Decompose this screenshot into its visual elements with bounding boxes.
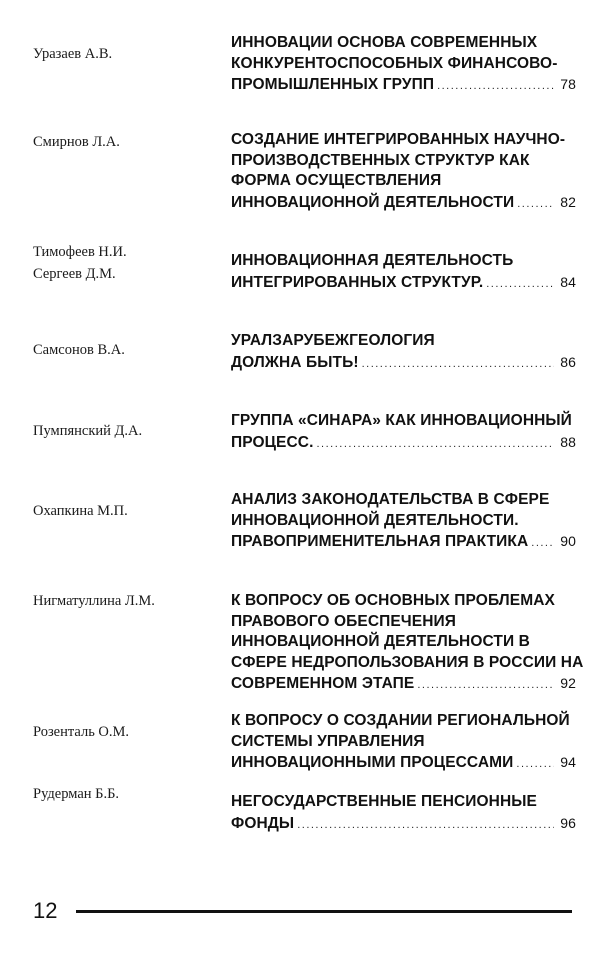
dot-leader: [417, 675, 554, 696]
toc-page-number: 84: [560, 273, 576, 290]
toc-author: Тимофеев Н.И.: [33, 244, 127, 260]
toc-page-number: 92: [560, 675, 576, 692]
toc-title-line: ПРАВОВОГО ОБЕСПЕЧЕНИЯ: [231, 612, 456, 630]
toc-author: Рудерман Б.Б.: [33, 786, 120, 802]
toc-title-line-last: [231, 272, 576, 295]
toc-page-number: 82: [560, 193, 576, 210]
toc-authors: [33, 420, 223, 442]
toc-page-number: 94: [560, 754, 576, 771]
toc-title: [231, 792, 576, 835]
toc-page-number: 78: [560, 76, 576, 93]
toc-title-line: СФЕРЕ НЕДРОПОЛЬЗОВАНИЯ В РОССИИ НА: [231, 653, 584, 671]
toc-title-line: ИННОВАЦИОННАЯ ДЕЯТЕЛЬНОСТЬ: [231, 252, 514, 269]
toc-author: Розенталь О.М.: [33, 724, 130, 740]
toc-authors: [33, 500, 223, 522]
toc-title-line-last: [231, 74, 576, 97]
toc-author: Охапкина М.П.: [33, 503, 128, 519]
toc-title-text: ПРОМЫШЛЕННЫХ ГРУПП: [231, 76, 435, 94]
toc-title-text: ДОЛЖНА БЫТЬ!: [231, 353, 359, 371]
dot-leader: [362, 354, 554, 375]
toc-author: Самсонов В.А.: [33, 342, 125, 358]
footer-rule: [76, 910, 572, 913]
toc-title: [231, 411, 576, 454]
toc-title-line-last: [231, 813, 576, 836]
toc-authors: [33, 131, 223, 153]
toc-page-number: 90: [560, 533, 576, 550]
toc-title-text: ИННОВАЦИОННОЙ ДЕЯТЕЛЬНОСТИ: [231, 193, 515, 211]
toc-authors: [33, 43, 223, 65]
toc-title-line: К ВОПРОСУ ОБ ОСНОВНЫХ ПРОБЛЕМАХ: [231, 592, 555, 609]
toc-author: Уразаев А.В.: [33, 46, 113, 62]
dot-leader: [317, 434, 555, 455]
toc-author: Пумпянский Д.А.: [33, 423, 143, 439]
toc-title-line: КОНКУРЕНТОСПОСОБНЫХ ФИНАНСОВО-: [231, 54, 558, 72]
toc-title-line: АНАЛИЗ ЗАКОНОДАТЕЛЬСТВА В СФЕРЕ: [231, 491, 550, 508]
toc-title: [231, 591, 584, 696]
toc-title-line: НЕГОСУДАРСТВЕННЫЕ ПЕНСИОННЫЕ: [231, 793, 537, 810]
page-number-footer: 12: [33, 898, 58, 923]
dot-leader: [517, 194, 554, 215]
toc-title-line-last: [231, 752, 576, 775]
toc-title-line-last: [231, 432, 576, 455]
toc-title-line: СИСТЕМЫ УПРАВЛЕНИЯ: [231, 732, 425, 750]
toc-authors: [33, 590, 223, 612]
toc-title-text: ФОНДЫ: [231, 814, 295, 832]
toc-title-text: ИННОВАЦИОННЫМИ ПРОЦЕССАМИ: [231, 754, 514, 772]
dot-leader: [297, 815, 554, 836]
toc-title: [231, 251, 576, 294]
toc-title-line: ГРУППА «СИНАРА» КАК ИННОВАЦИОННЫЙ: [231, 412, 572, 429]
toc-title-line: УРАЛЗАРУБЕЖГЕОЛОГИЯ: [231, 332, 435, 349]
toc-title-line: ИННОВАЦИИ ОСНОВА СОВРЕМЕННЫХ: [231, 34, 538, 51]
toc-authors: [33, 241, 223, 285]
dot-leader: [486, 274, 554, 295]
toc-title-text: СОВРЕМЕННОМ ЭТАПЕ: [231, 675, 415, 693]
toc-title-line: ФОРМА ОСУЩЕСТВЛЕНИЯ: [231, 172, 442, 190]
toc-authors: [33, 339, 223, 361]
toc-title-text: ПРАВОПРИМЕНИТЕЛЬНАЯ ПРАКТИКА: [231, 533, 529, 551]
toc-title: [231, 130, 576, 214]
toc-authors: [33, 783, 223, 805]
toc-title-line: СОЗДАНИЕ ИНТЕГРИРОВАННЫХ НАУЧНО-: [231, 131, 566, 148]
dot-leader: [437, 76, 554, 97]
toc-title-line-last: [231, 673, 576, 696]
toc-title-line: ИННОВАЦИОННОЙ ДЕЯТЕЛЬНОСТИ В: [231, 633, 530, 651]
toc-title-line-last: [231, 192, 576, 215]
dot-leader: [516, 754, 554, 775]
toc-title-line: ИННОВАЦИОННОЙ ДЕЯТЕЛЬНОСТИ.: [231, 511, 519, 529]
toc-author: Сергеев Д.М.: [33, 266, 116, 282]
toc-title-line: К ВОПРОСУ О СОЗДАНИИ РЕГИОНАЛЬНОЙ: [231, 712, 570, 729]
toc-author: Нигматуллина Л.М.: [33, 593, 155, 609]
toc-title-line-last: [231, 531, 576, 554]
toc-title: [231, 33, 576, 97]
toc-title: [231, 711, 576, 775]
toc-authors: [33, 721, 223, 743]
dot-leader: [531, 533, 554, 554]
toc-author: Смирнов Л.А.: [33, 134, 120, 150]
toc-title-text: ПРОЦЕСС.: [231, 433, 314, 451]
toc-page-number: 96: [560, 814, 576, 831]
toc-title-line: ПРОИЗВОДСТВЕННЫХ СТРУКТУР КАК: [231, 151, 530, 169]
toc-title-text: ИНТЕГРИРОВАННЫХ СТРУКТУР.: [231, 273, 484, 291]
toc-page-number: 86: [560, 353, 576, 370]
toc-title: [231, 490, 576, 554]
toc-title-line-last: [231, 352, 576, 375]
toc-title: [231, 331, 576, 374]
toc-page-number: 88: [560, 433, 576, 450]
